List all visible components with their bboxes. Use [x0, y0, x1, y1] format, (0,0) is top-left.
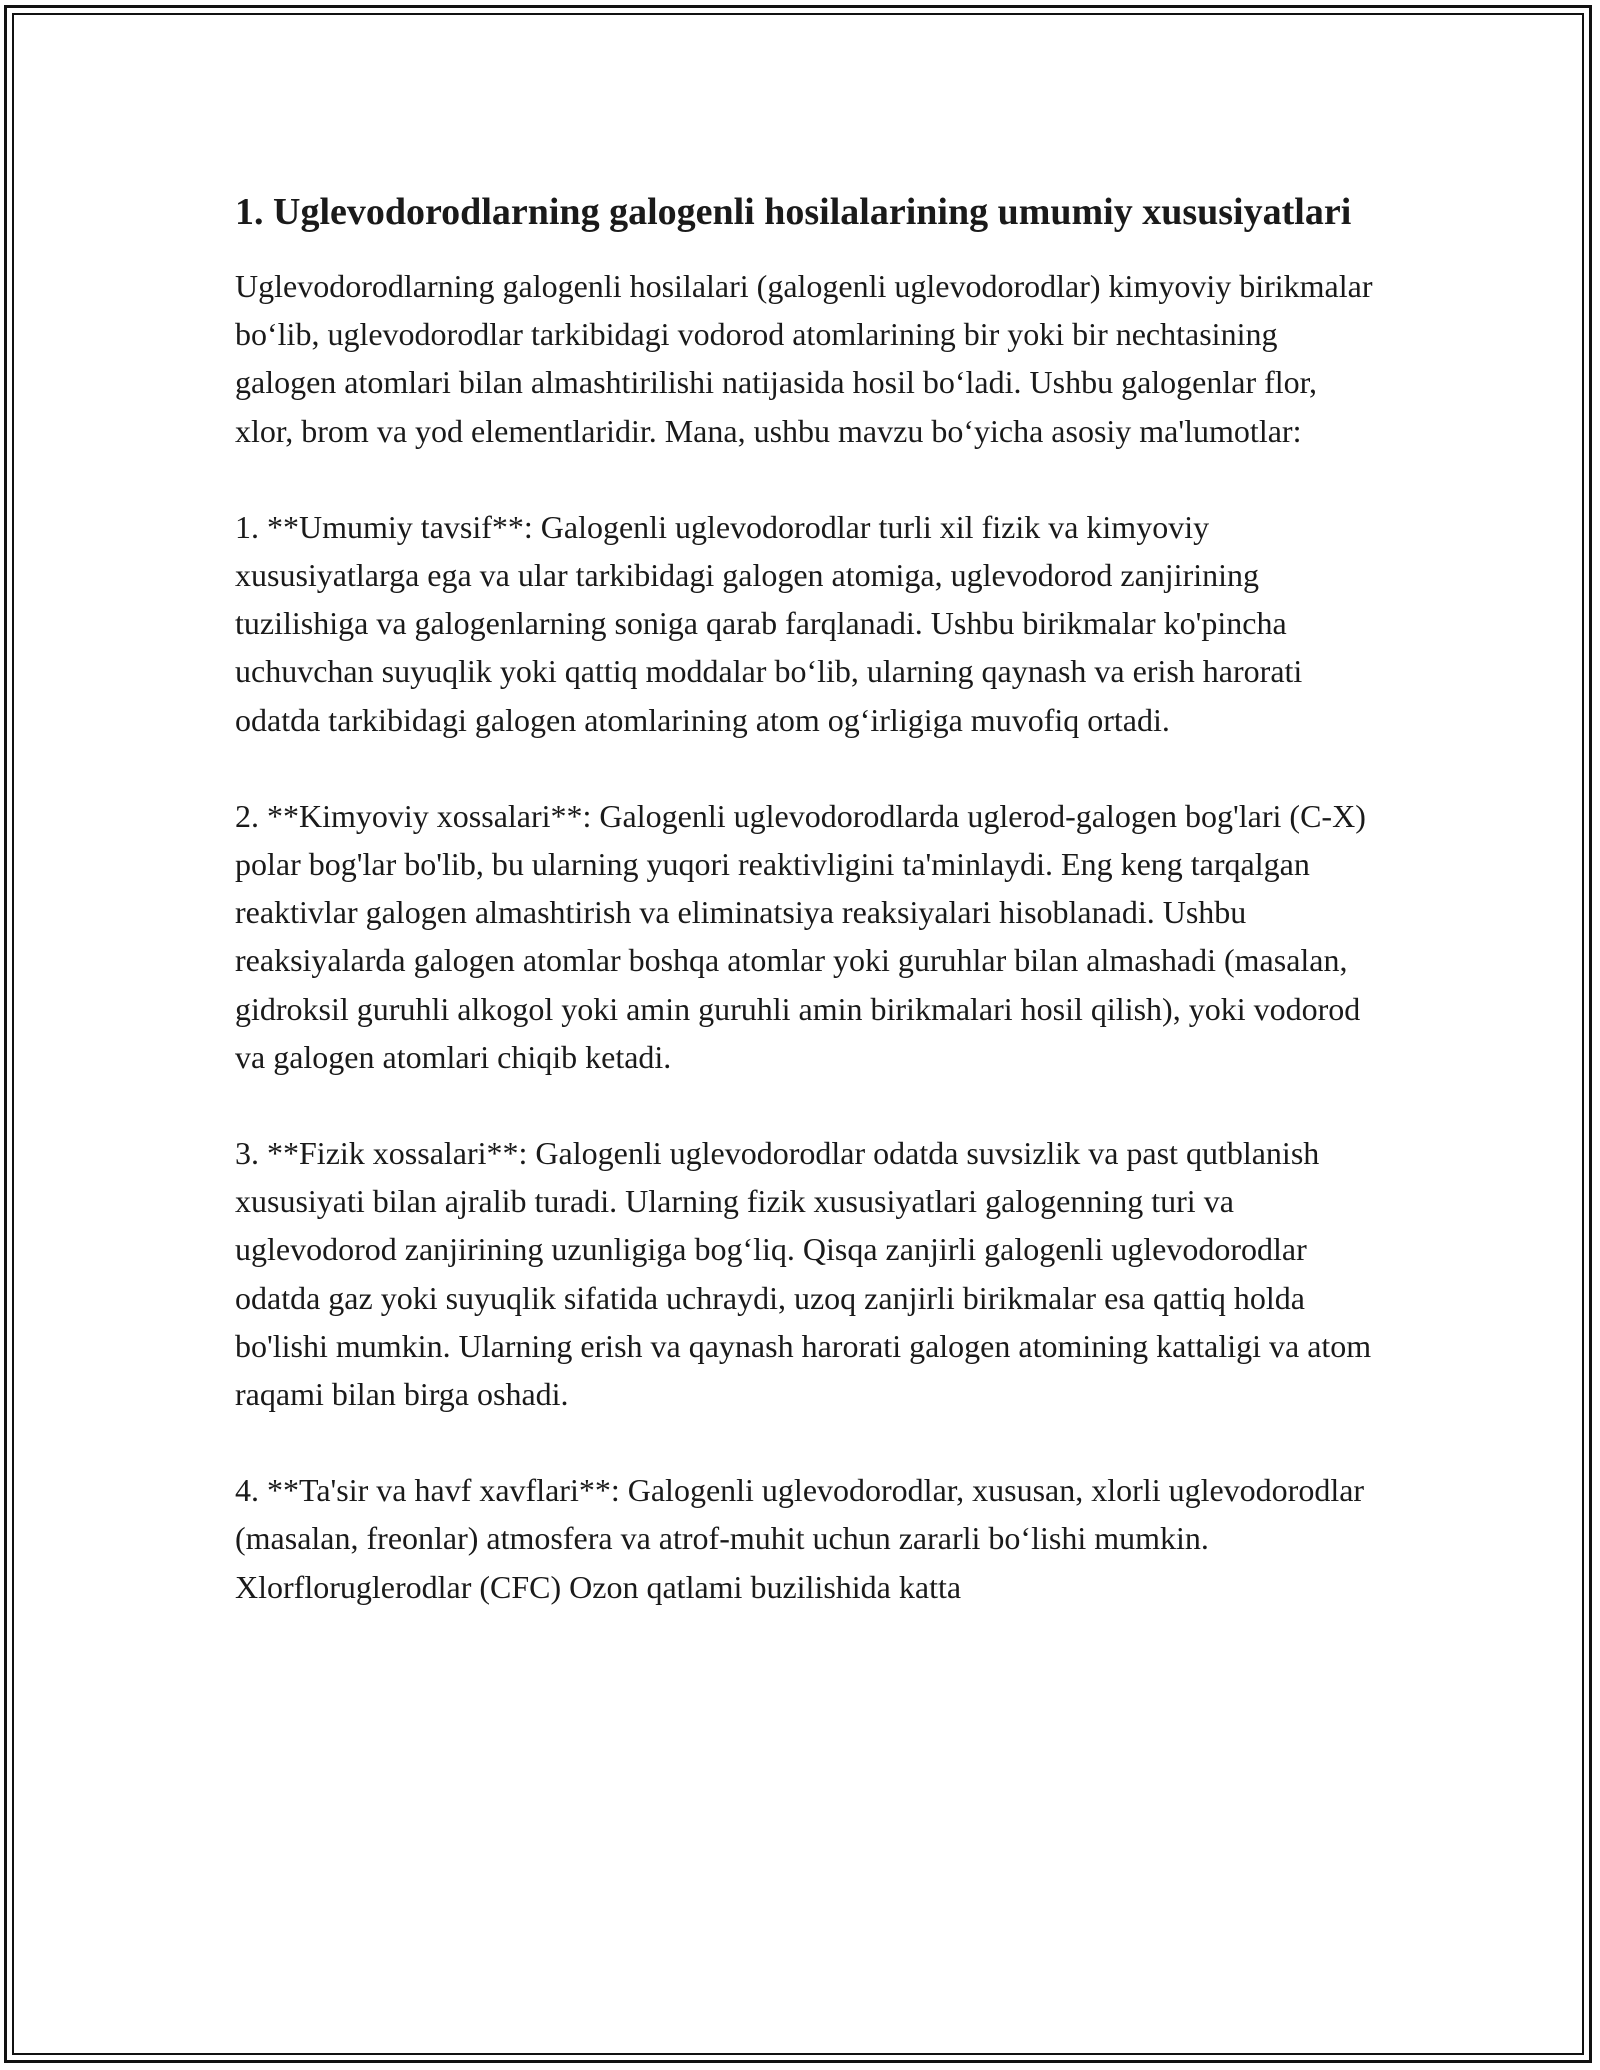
document-title: 1. Uglevodorodlarning galogenli hosilalarining umumiy xususiyatlari: [235, 191, 1352, 233]
document-body: [235, 185, 1375, 1659]
paragraph-chemical-properties: 2. **Kimyoviy xossalari**: Galogenli uglevodorodlarda uglerod-galogen bog'lari (C-X) polar bog'lar bo'lib, bu ularning yuqori reaktivligini ta'minlaydi. Eng keng tarqalgan reaktivlar galogen almashtirish va eliminatsiya reaksiyalari hisoblanadi. Ushbu reaksiyalarda galogen atomlar boshqa atomlar yoki guruhlar bilan almashadi (masalan, gidroksil guruhli alkogol yoki amin guruhli amin birikmalari hosil qilish), yoki vodorod va galogen atomlari chiqib ketadi.: [235, 797, 1366, 1075]
intro-paragraph: Uglevodorodlarning galogenli hosilalari (galogenli uglevodorodlar) kimyoviy birikmalar bo‘lib, uglevodorodlar tarkibidagi vodorod atomlarining bir yoki bir nechtasining galogen atomlari bilan almashtirilishi natijasida hosil bo‘ladi. Ushbu galogenlar flor, xlor, brom va yod elementlaridir. Mana, ushbu mavzu bo‘yicha asosiy ma'lumotlar:: [235, 268, 1373, 449]
paragraph-impact-hazards: 4. **Ta'sir va havf xavflari**: Galogenli uglevodorodlar, xususan, xlorli uglevodorodlar (masalan, freonlar) atmosfera va atrof-muhit uchun zararli bo‘lishi mumkin. Xlorfloruglerodlar (CFC) Ozon qatlami buzilishida katta: [235, 1472, 1365, 1605]
paragraph-physical-properties: 3. **Fizik xossalari**: Galogenli uglevodorodlar odatda suvsizlik va past qutblanish xususiyati bilan ajralib turadi. Ularning fizik xususiyatlari galogenning turi va uglevodorod zanjirining uzunligiga bog‘liq. Qisqa zanjirli galogenli uglevodorodlar odatda gaz yoki suyuqlik sifatida uchraydi, uzoq zanjirli birikmalar esa qattiq holda bo'lishi mumkin. Ularning erish va qaynash harorati galogen atomining kattaligi va atom raqami bilan birga oshadi.: [235, 1135, 1372, 1413]
paragraph-general-description: 1. **Umumiy tavsif**: Galogenli uglevodorodlar turli xil fizik va kimyoviy xususiyatlarga ega va ular tarkibidagi galogen atomiga, uglevodorod zanjirining tuzilishiga va galogenlarning soniga qarab farqlanadi. Ushbu birikmalar ko'pincha uchuvchan suyuqlik yoki qattiq moddalar bo‘lib, ularning qaynash va erish harorati odatda tarkibidagi galogen atomlarining atom og‘irligiga muvofiq ortadi.: [235, 508, 1303, 738]
